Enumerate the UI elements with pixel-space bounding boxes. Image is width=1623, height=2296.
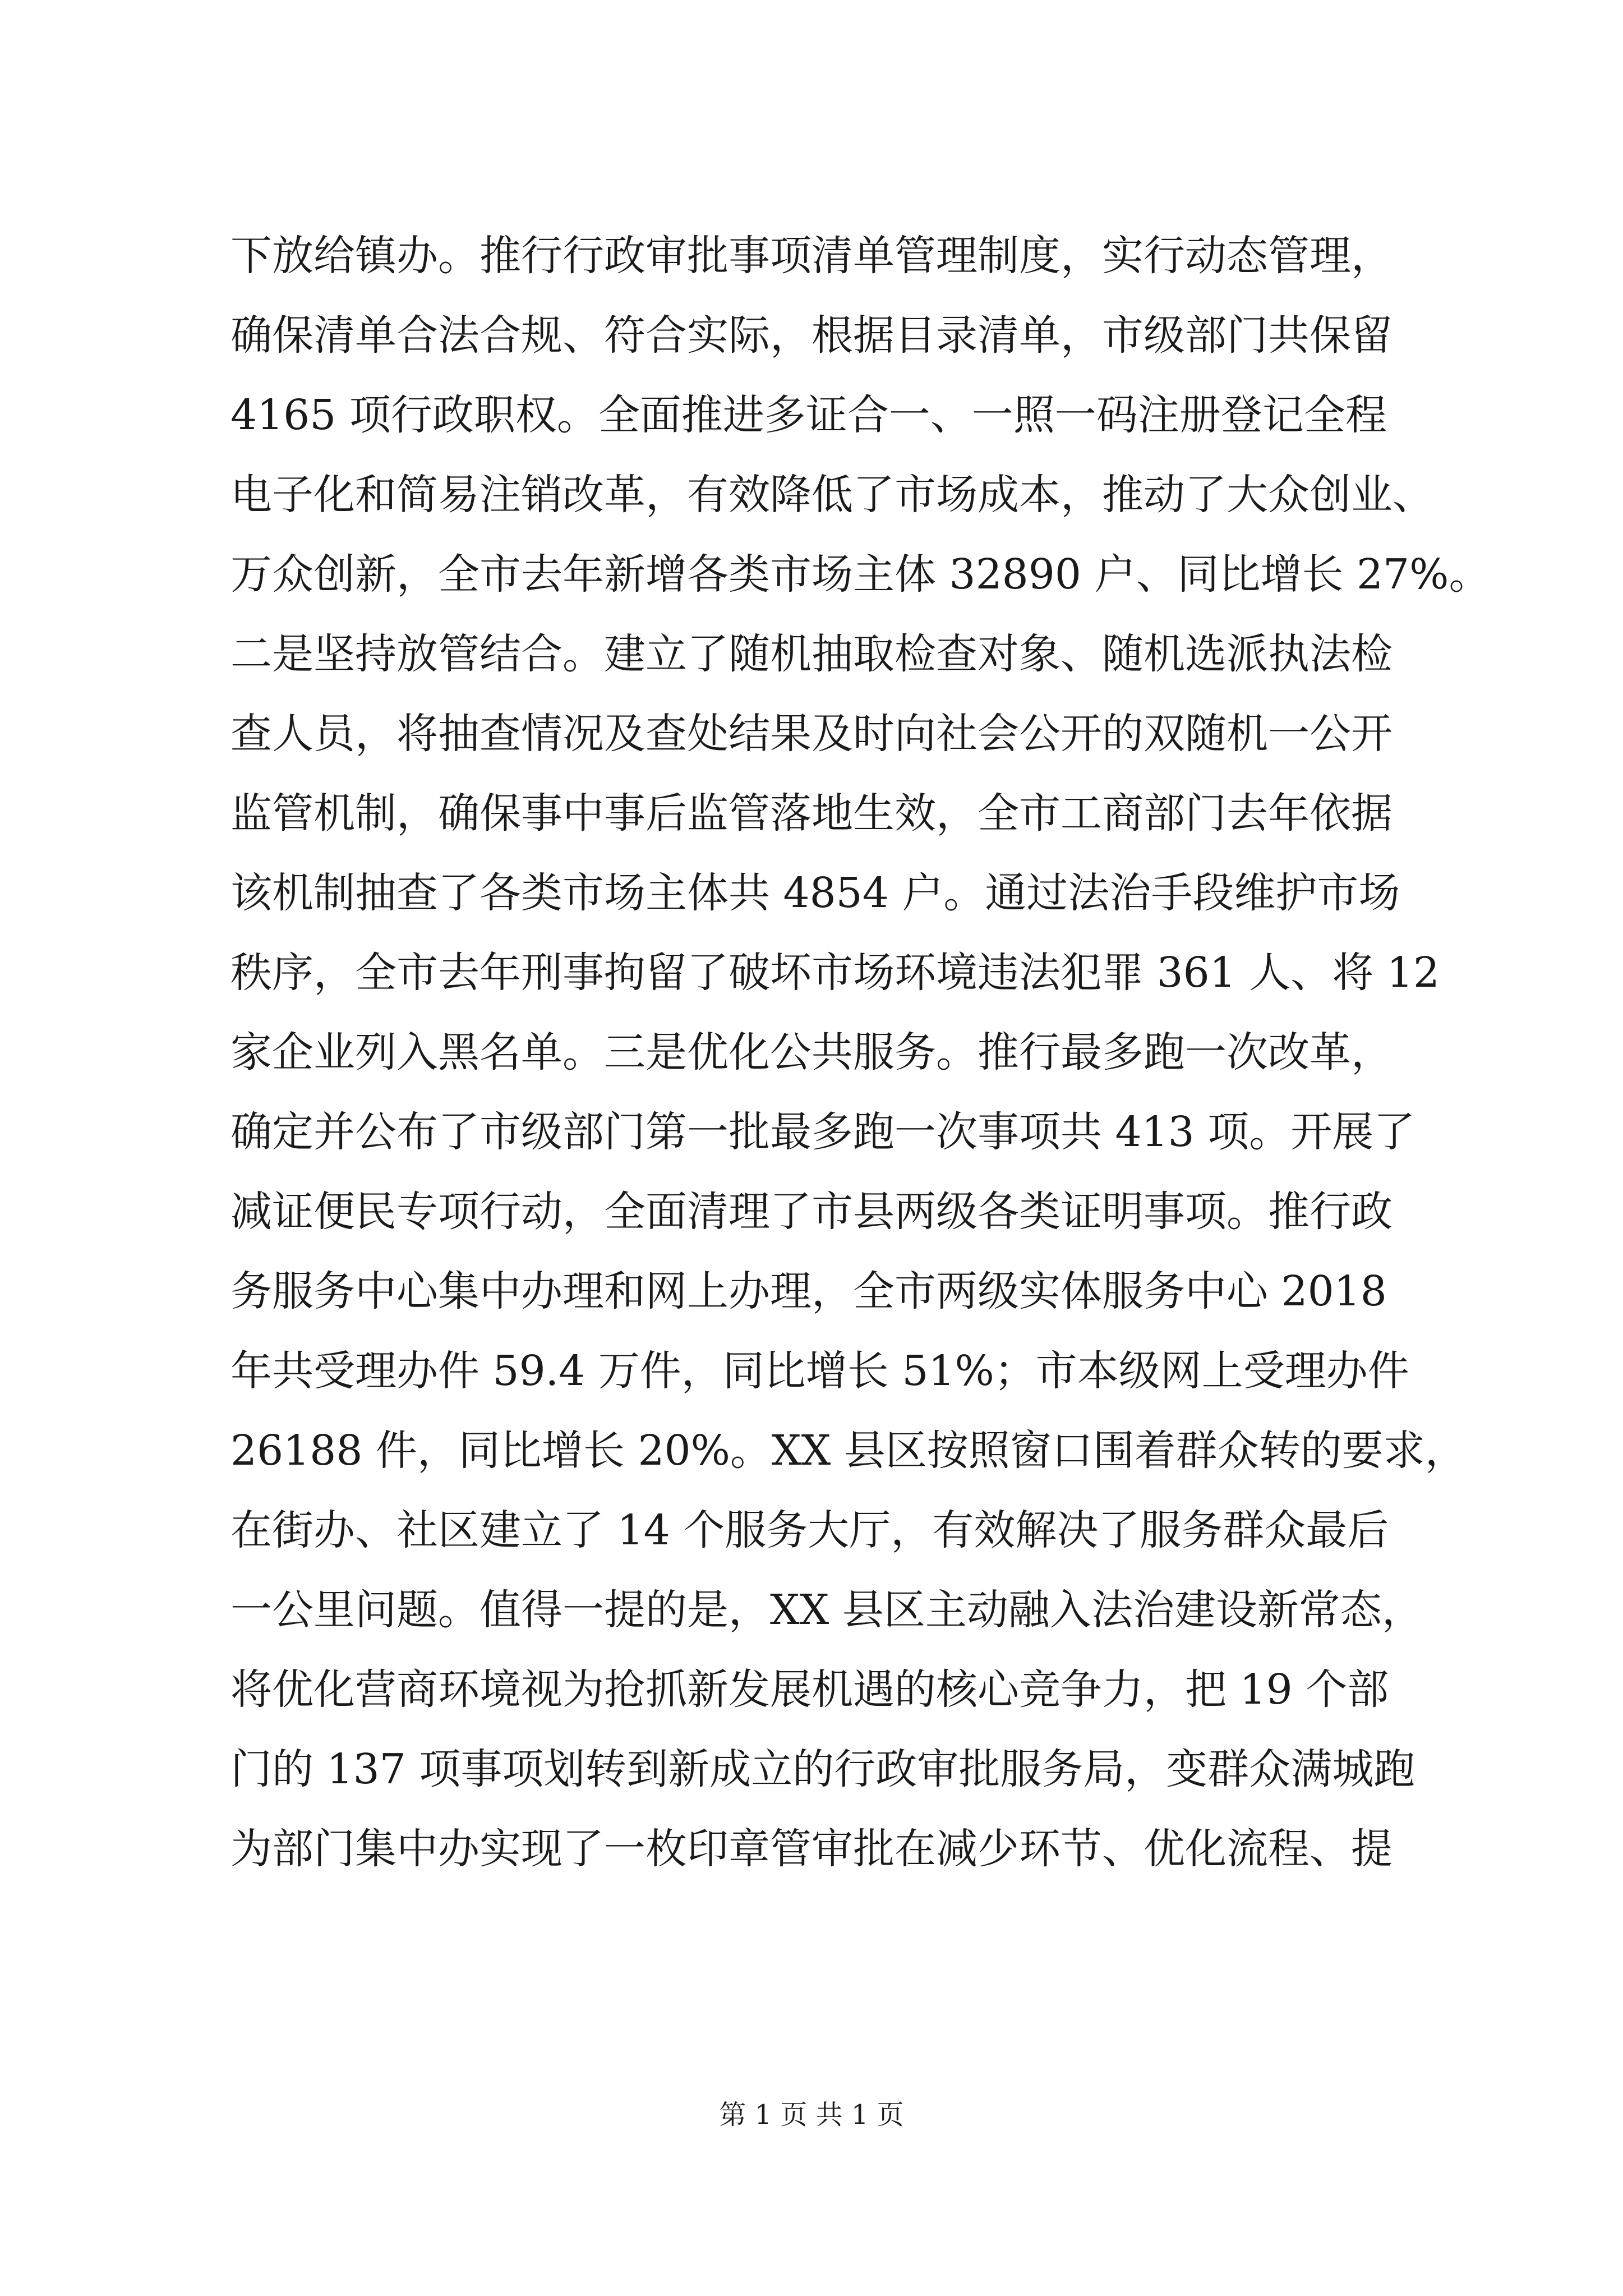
text-line: 电子化和简易注销改革，有效降低了市场成本，推动了大众创业、 bbox=[230, 471, 1434, 519]
text-line: 万众创新，全市去年新增各类市场主体 32890 户、同比增长 27%。 bbox=[230, 550, 1491, 599]
text-line: 一公里问题。值得一提的是，XX 县区主动融入法治建设新常态， bbox=[230, 1586, 1423, 1634]
text-line: 下放给镇办。推行行政审批事项清单管理制度，实行动态管理， bbox=[230, 232, 1393, 280]
page-footer bbox=[0, 2098, 1623, 2132]
text-line: 查人员，将抽查情况及查处结果及时向社会公开的双随机一公开 bbox=[230, 710, 1393, 758]
text-line: 家企业列入黑名单。三是优化公共服务。推行最多跑一次改革， bbox=[230, 1028, 1393, 1076]
text-line: 4165 项行政职权。全面推进多证合一、一照一码注册登记全程 bbox=[230, 391, 1387, 439]
text-line: 年共受理办件 59.4 万件，同比增长 51%；市本级网上受理办件 bbox=[230, 1347, 1409, 1395]
text-line: 务服务中心集中办理和网上办理，全市两级实体服务中心 2018 bbox=[230, 1267, 1387, 1315]
text-line: 秩序，全市去年刑事拘留了破坏市场环境违法犯罪 361 人、将 12 bbox=[230, 949, 1440, 997]
text-line: 监管机制，确保事中事后监管落地生效，全市工商部门去年依据 bbox=[230, 789, 1393, 838]
text-line: 确保清单合法合规、符合实际，根据目录清单，市级部门共保留 bbox=[230, 311, 1393, 360]
text-line: 为部门集中办实现了一枚印章管审批在减少环节、优化流程、提 bbox=[230, 1825, 1393, 1873]
text-line: 26188 件，同比增长 20%。XX 县区按照窗口围着群众转的要求， bbox=[230, 1427, 1467, 1475]
text-line: 二是坚持放管结合。建立了随机抽取检查对象、随机选派执法检 bbox=[230, 630, 1393, 678]
text-line: 门的 137 项事项划转到新成立的行政审批服务局，变群众满城跑 bbox=[230, 1745, 1415, 1793]
text-line: 确定并公布了市级部门第一批最多跑一次事项共 413 项。开展了 bbox=[230, 1108, 1415, 1156]
page-number: 第 1 页 共 1 页 bbox=[719, 2099, 904, 2131]
body-text bbox=[230, 216, 1491, 1889]
text-line: 在街办、社区建立了 14 个服务大厅，有效解决了服务群众最后 bbox=[230, 1506, 1389, 1554]
text-line: 将优化营商环境视为抢抓新发展机遇的核心竞争力，把 19 个部 bbox=[230, 1665, 1389, 1714]
text-line: 减证便民专项行动，全面清理了市县两级各类证明事项。推行政 bbox=[230, 1188, 1393, 1236]
text-line: 该机制抽查了各类市场主体共 4854 户。通过法治手段维护市场 bbox=[230, 869, 1400, 917]
